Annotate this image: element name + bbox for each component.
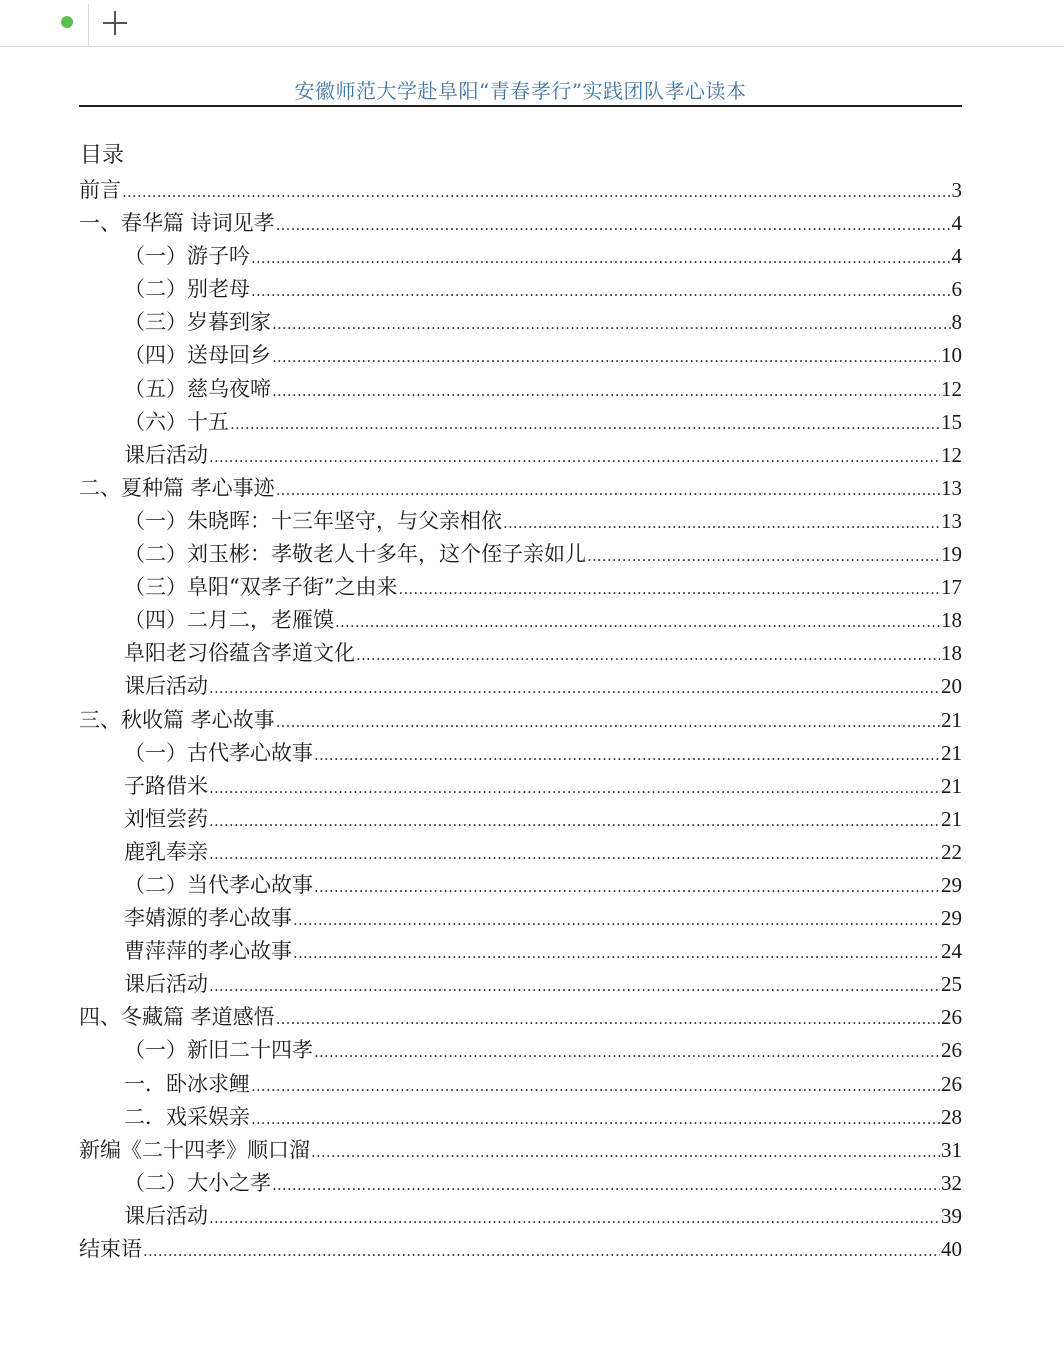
dot-leader	[311, 1134, 940, 1169]
toc-entry-label: 四、冬藏篇 孝道感悟	[79, 1005, 275, 1030]
toc-entry-page-number: 3	[951, 178, 962, 202]
toc-entry-page-number: 18	[941, 608, 962, 633]
dot-leader	[503, 505, 940, 540]
toc-entry[interactable]	[79, 472, 962, 505]
dot-leader	[276, 207, 951, 242]
toc-entry[interactable]	[79, 637, 962, 670]
toc-entry[interactable]	[79, 273, 962, 306]
dot-leader	[314, 869, 940, 904]
toc-entry-page-number: 13	[941, 475, 962, 500]
toc-entry-page-number: 26	[941, 1071, 962, 1096]
toc-entry[interactable]	[79, 1001, 962, 1034]
toc-entry[interactable]	[79, 770, 962, 803]
toc-entry-page-number: 40	[941, 1237, 962, 1261]
toc-entry-label: （一）新旧二十四孝	[124, 1038, 313, 1063]
toc-entry-page-number: 19	[941, 542, 962, 567]
toc-entry-label: （二）别老母	[124, 277, 250, 302]
dot-leader	[209, 836, 940, 871]
toc-entry-page-number: 12	[941, 442, 962, 467]
toc-entry-label: 子路借米	[124, 773, 208, 798]
toc-entry-label: 新编《二十四孝》顺口溜	[79, 1137, 310, 1162]
toc-entry-label: 课后活动	[124, 674, 208, 699]
dot-leader	[314, 1034, 940, 1069]
dot-leader	[251, 240, 951, 275]
plus-icon[interactable]	[100, 8, 130, 38]
toc-entry-page-number: 29	[941, 906, 962, 931]
toc-entry-page-number: 4	[951, 244, 962, 269]
toc-entry-label: （六）十五	[124, 409, 229, 434]
toc-entry-label: （三）阜阳“双孝子街”之由来	[124, 575, 398, 600]
toc-entry-page-number: 21	[941, 806, 962, 831]
toc-entry-page-number: 25	[941, 972, 962, 997]
dot-leader	[230, 406, 940, 441]
toc-entry[interactable]	[79, 836, 962, 869]
dot-leader	[209, 1200, 940, 1235]
toc-entry[interactable]	[79, 207, 962, 240]
toc-entry-label: （二）刘玉彬：孝敬老人十多年，这个侄子亲如儿	[124, 542, 586, 567]
toc-entry[interactable]	[79, 869, 962, 902]
toc-entry-label: （一）古代孝心故事	[124, 740, 313, 765]
toc-entry[interactable]	[79, 1034, 962, 1067]
dot-leader	[143, 1233, 940, 1268]
toc-entry-page-number: 21	[941, 707, 962, 732]
dot-leader	[272, 306, 951, 341]
toc-entry-page-number: 29	[941, 872, 962, 897]
toc-entry-label: （一）朱晓晖：十三年坚守，与父亲相依	[124, 508, 502, 533]
toc-title: 目录	[80, 143, 125, 168]
toc-entry-page-number: 4	[951, 211, 962, 236]
toc-entry[interactable]	[79, 406, 962, 439]
toc-entry-label: 前言	[79, 178, 121, 202]
toc-entry-label: 刘恒尝药	[124, 806, 208, 831]
toc-entry[interactable]	[79, 538, 962, 571]
toc-entry-label: 一．卧冰求鲤	[124, 1071, 250, 1096]
toc-entry-label: 曹萍萍的孝心故事	[124, 939, 292, 964]
dot-leader	[272, 339, 940, 374]
toc-entry-label: 课后活动	[124, 972, 208, 997]
toc-entry-label: 课后活动	[124, 1203, 208, 1228]
toc-entry-page-number: 17	[941, 575, 962, 600]
toc-entry-label: （三）岁暮到家	[124, 310, 271, 335]
toc-entry-page-number: 31	[941, 1137, 962, 1162]
toc-entry-label: （四）二月二，老雁馍	[124, 608, 334, 633]
toc-entry[interactable]	[79, 670, 962, 703]
dot-leader	[209, 439, 940, 474]
toc-entry-page-number: 26	[941, 1005, 962, 1030]
toc-entry-label: （五）慈乌夜啼	[124, 376, 271, 401]
toc-entry-label: （四）送母回乡	[124, 343, 271, 368]
toc-entry[interactable]	[79, 902, 962, 935]
toc-entry[interactable]	[79, 704, 962, 737]
dot-leader	[356, 637, 940, 672]
toc-entry[interactable]	[79, 1233, 962, 1266]
toc-entry-page-number: 24	[941, 939, 962, 964]
dot-leader	[398, 571, 940, 606]
dot-leader	[209, 670, 940, 705]
toc-entry[interactable]	[79, 935, 962, 968]
dot-leader	[209, 803, 940, 838]
table-of-contents	[79, 174, 962, 1266]
toc-entry-page-number: 15	[941, 409, 962, 434]
dot-leader	[276, 1001, 940, 1036]
header-rule	[79, 105, 962, 107]
toc-entry-page-number: 28	[941, 1104, 962, 1129]
status-dot-icon	[61, 16, 73, 28]
toc-entry[interactable]	[79, 737, 962, 770]
toc-entry-page-number: 39	[941, 1203, 962, 1228]
dot-leader	[335, 604, 940, 639]
toc-entry-page-number: 32	[941, 1170, 962, 1195]
dot-leader	[122, 174, 951, 209]
toc-entry-label: （一）游子吟	[124, 244, 250, 269]
toc-entry[interactable]	[79, 174, 962, 207]
toc-entry[interactable]	[79, 604, 962, 637]
dot-leader	[251, 1068, 940, 1103]
toc-entry-label: 阜阳老习俗蕴含孝道文化	[124, 641, 355, 666]
top-toolbar	[0, 0, 1064, 47]
toc-entry[interactable]	[79, 968, 962, 1001]
toolbar-divider	[88, 4, 89, 46]
toc-entry-label: 一、春华篇 诗词见孝	[79, 211, 275, 236]
dot-leader	[293, 935, 940, 970]
toc-entry-page-number: 13	[941, 508, 962, 533]
toc-entry-page-number: 18	[941, 641, 962, 666]
toc-entry-page-number: 20	[941, 674, 962, 699]
toc-entry-label: 二．戏采娱亲	[124, 1104, 250, 1129]
dot-leader	[314, 737, 940, 772]
toc-entry[interactable]	[79, 505, 962, 538]
toc-entry[interactable]	[79, 803, 962, 836]
toc-entry-page-number: 22	[941, 839, 962, 864]
toc-entry-page-number: 21	[941, 740, 962, 765]
dot-leader	[272, 373, 940, 408]
dot-leader	[251, 273, 951, 308]
toc-entry-label: （二）当代孝心故事	[124, 872, 313, 897]
toc-entry-page-number: 12	[941, 376, 962, 401]
toc-entry-label: 鹿乳奉亲	[124, 839, 208, 864]
toc-entry-label: 课后活动	[124, 442, 208, 467]
dot-leader	[276, 704, 940, 739]
toc-entry[interactable]	[79, 306, 962, 339]
dot-leader	[587, 538, 940, 573]
dot-leader	[276, 472, 940, 507]
toc-entry-label: 李婧源的孝心故事	[124, 906, 292, 931]
dot-leader	[209, 770, 940, 805]
toc-entry-label: 三、秋收篇 孝心故事	[79, 707, 275, 732]
toc-entry[interactable]	[79, 1134, 962, 1167]
toc-entry[interactable]	[79, 1101, 962, 1134]
toc-entry-page-number: 26	[941, 1038, 962, 1063]
toc-entry-label: （二）大小之孝	[124, 1170, 271, 1195]
dot-leader	[251, 1101, 940, 1136]
dot-leader	[293, 902, 940, 937]
toc-entry[interactable]	[79, 439, 962, 472]
toc-entry[interactable]	[79, 1167, 962, 1200]
toc-entry-label: 二、夏种篇 孝心事迹	[79, 475, 275, 500]
running-header: 安徽师范大学赴阜阳“青春孝行”实践团队孝心读本	[294, 79, 747, 103]
toc-entry[interactable]	[79, 240, 962, 273]
toc-entry-page-number: 6	[951, 277, 962, 302]
toc-entry-page-number: 8	[951, 310, 962, 335]
toc-entry-page-number: 21	[941, 773, 962, 798]
toc-entry-page-number: 10	[941, 343, 962, 368]
toc-entry[interactable]	[79, 571, 962, 604]
toc-entry[interactable]	[79, 1068, 962, 1101]
dot-leader	[272, 1167, 940, 1202]
dot-leader	[209, 968, 940, 1003]
toc-entry[interactable]	[79, 339, 962, 372]
toc-entry[interactable]	[79, 373, 962, 406]
toc-entry[interactable]	[79, 1200, 962, 1233]
toc-entry-label: 结束语	[79, 1237, 142, 1261]
